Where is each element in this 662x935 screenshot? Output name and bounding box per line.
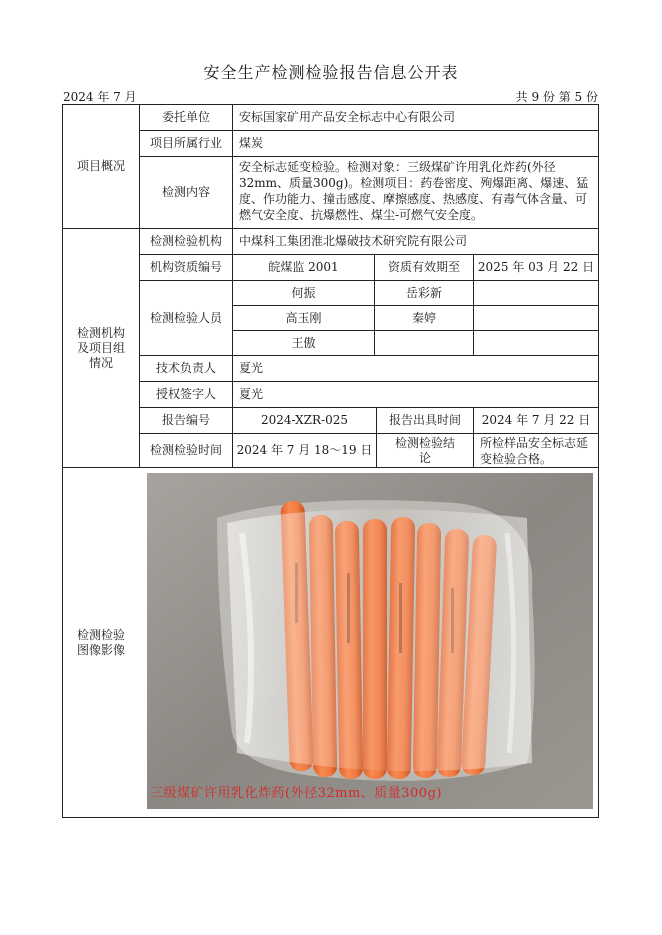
content-value: 安全标志延变检验。检测对象：三级煤矿许用乳化炸药(外径32mm、质量300g)。检测项目：药卷密度、殉爆距离、爆速、猛度、作功能力、撞击感度、摩擦感度、热感度、有毒气体含量、可燃气安全度、抗爆燃性、煤尘-可燃气安全度。	[239, 160, 589, 222]
conclusion-value: 所检样品安全标志延变检验合格。	[480, 436, 589, 466]
qual-no-label: 机构资质编号	[149, 260, 222, 274]
report-no-label: 报告编号	[161, 413, 210, 427]
conclusion-label: 检测检验结论	[395, 435, 456, 465]
photo-caption: 三级煤矿许用乳化炸药(外径32mm、质量300g)	[150, 786, 442, 801]
staff-member: 王傲	[291, 335, 316, 350]
report-no-value: 2024-XZR-025	[260, 413, 349, 427]
tech-lead-value: 夏光	[239, 361, 264, 375]
report-date-value: 2024 年 7 月 22 日	[481, 413, 591, 427]
staff-label: 检测检验人员	[149, 310, 222, 325]
client-value: 安标国家矿用产品安全标志中心有限公司	[239, 110, 456, 124]
page-title: 安全生产检测检验报告信息公开表	[203, 63, 459, 82]
sample-photo	[147, 473, 593, 809]
section-label-institution: 检测机构及项目组情况	[76, 325, 125, 370]
staff-member: 岳彩新	[405, 285, 442, 300]
industry-label: 项目所属行业	[149, 136, 222, 150]
qual-valid-label: 资质有效期至	[387, 260, 460, 274]
staff-member: 高玉刚	[285, 310, 322, 325]
section-label-project: 项目概况	[76, 159, 125, 173]
org-label: 检测检验机构	[149, 234, 222, 248]
report-date-label: 报告出具时间	[388, 413, 461, 427]
staff-member: 秦婷	[411, 310, 436, 325]
section-label-image: 检测检验图像影像	[76, 627, 125, 657]
page-count: 共 9 份 第 5 份	[515, 90, 598, 104]
test-time-value: 2024 年 7 月 18～19 日	[236, 443, 373, 457]
client-label: 委托单位	[161, 110, 210, 124]
tech-lead-label: 技术负责人	[155, 361, 216, 375]
test-time-label: 检测检验时间	[149, 443, 222, 457]
industry-value: 煤炭	[239, 136, 264, 150]
qual-no-value: 皖煤监 2001	[268, 260, 339, 274]
signer-value: 夏光	[239, 387, 264, 401]
signer-label: 授权签字人	[155, 387, 216, 401]
report-date: 2024 年 7 月	[63, 90, 137, 104]
staff-member: 何振	[291, 285, 316, 300]
org-value: 中煤科工集团淮北爆破技术研究院有限公司	[239, 234, 468, 248]
content-label: 检测内容	[161, 185, 210, 199]
qual-valid-value: 2025 年 03 月 22 日	[477, 260, 595, 274]
